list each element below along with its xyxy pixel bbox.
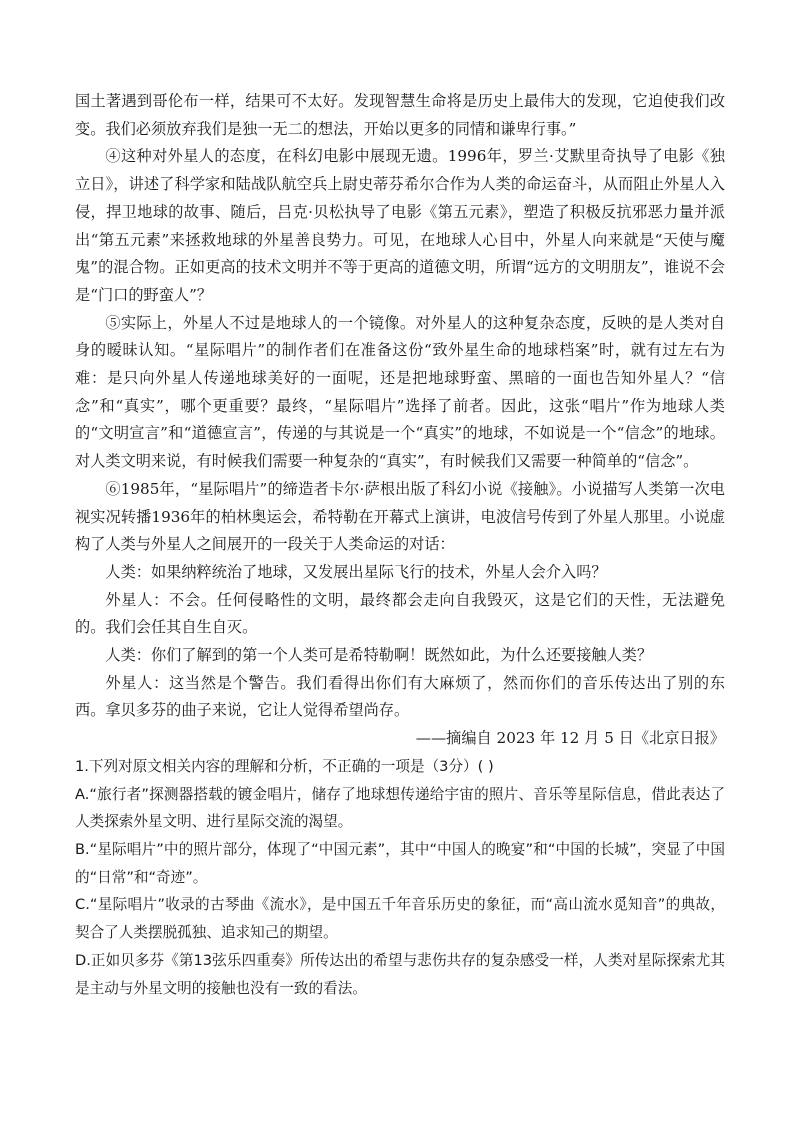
paragraph-5: ⑤实际上，外星人不过是地球人的一个镜像。对外星人的这种复杂态度，反映的是人类对自身的暧昧认知。“星际唱片”的制作者们在准备这份“致外星生命的地球档案”时，就有过左右为难：是只向外星人传递地球美好的一面呢，还是把地球野蛮、黑暗的一面也告知外星人？“信念”和“真实”，哪个更重要？最终，“星际唱片”选择了前者。因此，这张“唱片”作为地球人类的“文明宣言”和“道德宣言”，传递的与其说是一个“真实”的地球，不如说是一个“信念”的地球。对人类文明来说，有时候我们需要一种复杂的“真实”，有时候我们又需要一种简单的“信念”。 [75, 313, 725, 471]
paragraph-4: ④这种对外星人的态度，在科幻电影中展现无遗。1996年，罗兰·艾默里奇执导了电影《独立日》，讲述了科学家和陆战队航空兵上尉史蒂芬希尔合作为人类的命运奋斗，从而阻止外星人入侵，捍卫地球的故事、随后，吕克·贝松执导了电影《第五元素》，塑造了积极反抗邪恶力量并派出“第五元素”来拯救地球的外星善良势力。可见，在地球人心目中，外星人向来就是“天使与魔鬼”的混合物。正如更高的技术文明并不等于更高的道德文明，所谓“远方的文明朋友”，谁说不会是“门口的野蛮人”？ [75, 147, 725, 304]
question-stem: 1.下列对原文相关内容的理解和分析，不正确的一项是（3分）( ) [75, 757, 494, 775]
option-c: C.“星际唱片”收录的古琴曲《流水》，是中国五千年音乐历史的象征，而“高山流水觅知音”的典故，契合了人类摆脱孤独、追求知己的期望。 [75, 896, 725, 942]
option-d: D.正如贝多芬《第13弦乐四重奏》所传达出的希望与悲伤共存的复杂感受一样，人类对星际探索尤其是主动与外星文明的接触也没有一致的看法。 [75, 951, 725, 997]
dialogue-line-alien-2: 外星人：这当然是个警告。我们看得出你们有大麻烦了，然而你们的音乐传达出了别的东西。拿贝多芬的曲子来说，它让人觉得希望尚存。 [75, 673, 725, 720]
dialogue-line-alien-1: 外星人：不会。任何侵略性的文明，最终都会走向自我毁灭，这是它们的天性，无法避免的。我们会任其自生自灭。 [75, 590, 725, 637]
question-block [75, 753, 725, 1002]
paragraph-6: ⑥1985年，“星际唱片”的缔造者卡尔·萨根出版了科幻小说《接触》。小说描写人类第一次电视实况转播1936年的柏林奥运会，希特勒在开幕式上演讲，电波信号传到了外星人那里。小说虚构了人类与外星人之间展开的一段关于人类命运的对话： [75, 479, 725, 554]
option-a: A.“旅行者”探测器搭载的镀金唱片，储存了地球想传递给宇宙的照片、音乐等星际信息，借此表达了人类探索外星文明、进行星际交流的渴望。 [75, 785, 725, 831]
option-b: B.“星际唱片”中的照片部分，体现了“中国元素”，其中“中国人的晚宴”和“中国的长城”，突显了中国的“日常”和“奇迹”。 [75, 840, 725, 886]
paragraph-continued: 国土著遇到哥伦布一样，结果可不太好。发现智慧生命将是历史上最伟大的发现，它迫使我们改变。我们必须放弃我们是独一无二的想法，开始以更多的同情和谦卑行事。” [75, 92, 725, 138]
dialogue-line-human-2: 人类：你们了解到的第一个人类可是希特勒啊！既然如此，为什么还要接触人类？ [105, 646, 653, 665]
article-body [75, 88, 725, 753]
article-source: ——摘编自 2023 年 12 月 5 日《北京日报》 [415, 729, 725, 748]
dialogue-line-human-1: 人类：如果纳粹统治了地球，又发展出星际飞行的技术，外星人会介入吗？ [105, 562, 607, 581]
document-page [75, 88, 725, 1002]
